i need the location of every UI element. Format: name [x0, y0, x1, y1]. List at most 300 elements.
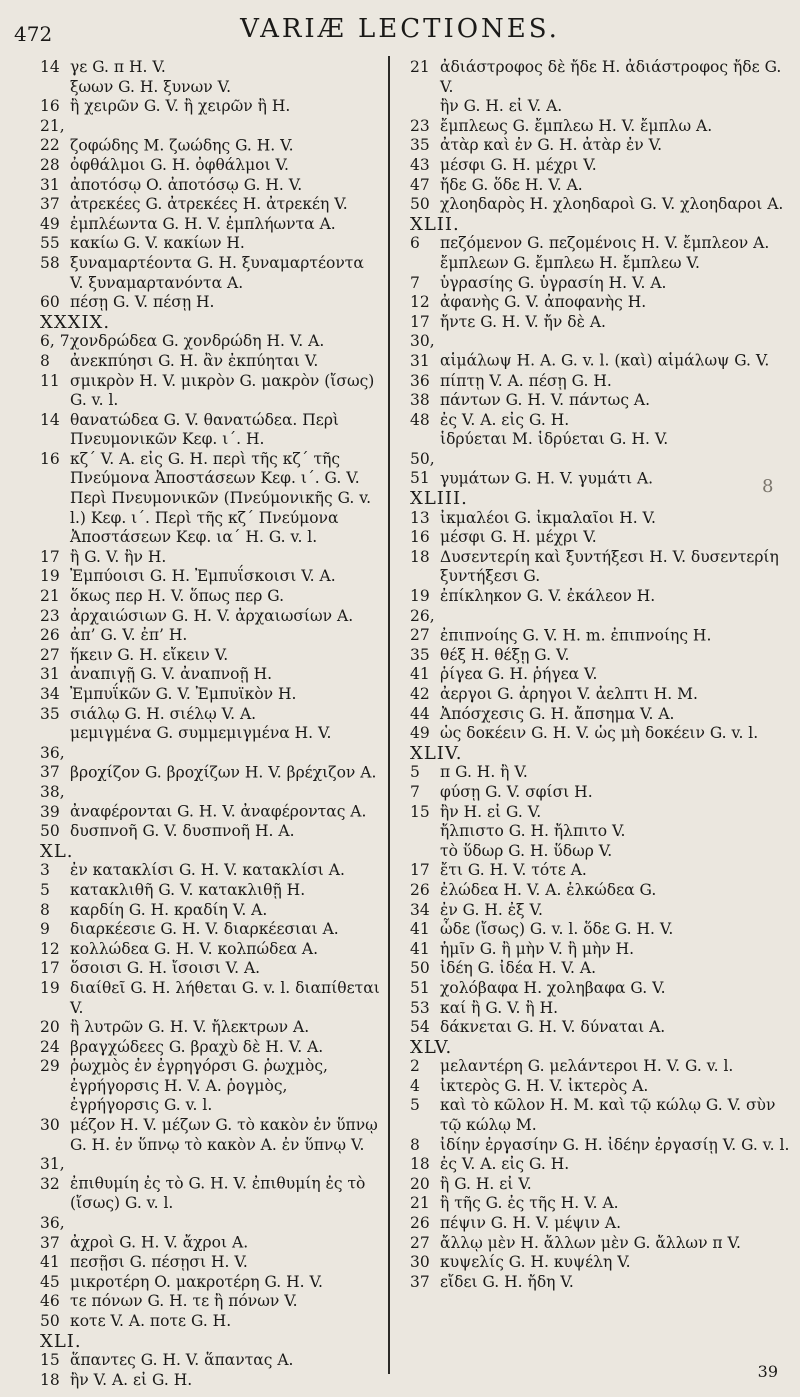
- line-number: 50: [410, 959, 430, 978]
- variant-entry: [410, 1253, 790, 1273]
- variant-text: ὅσοισι G. H. ἴσοισι V. A.: [70, 959, 261, 978]
- variant-text: ἐς V. A. εἰς G. H.: [440, 410, 570, 429]
- variant-text: Ἀπόσχεσις G. H. ἄπσημα V. A.: [440, 704, 675, 723]
- section-label: XLIII.: [410, 488, 468, 510]
- variant-entry: [40, 665, 380, 685]
- section-label: XL.: [40, 840, 74, 862]
- variant-text: πεσῇσι G. πέσῃσι H. V.: [70, 1253, 248, 1272]
- variant-text: κολλώδεα G. H. V. κολπώδεα A.: [70, 939, 318, 958]
- variant-entry: [40, 195, 380, 215]
- variant-entry: [40, 58, 380, 78]
- line-number: 49: [40, 214, 60, 233]
- variant-text: ὅκως περ H. V. ὅπως περ G.: [70, 587, 285, 606]
- variant-text: ἀτὰρ καὶ ἐν G. H. ἀτὰρ ἐν V.: [440, 136, 663, 155]
- variant-text: ἢ G. H. εἰ V.: [440, 1174, 532, 1193]
- line-number: 5: [410, 763, 420, 782]
- variant-entry: [40, 234, 380, 254]
- variant-text: ἀρχαιώσιων G. H. V. ἀρχαιωσίων A.: [70, 606, 354, 625]
- line-number: 23: [40, 606, 60, 625]
- section-heading: [40, 1332, 380, 1352]
- variant-text: ἥκειν G. H. εἴκειν V.: [70, 645, 229, 664]
- variant-entry: [410, 391, 790, 411]
- variant-text: ἄλλῳ μὲν H. ἄλλων μὲν G. ἄλλων π V.: [440, 1233, 741, 1252]
- variant-entry: [40, 78, 380, 98]
- line-number: 36, 37: [40, 1214, 65, 1252]
- variant-entry: [40, 940, 380, 960]
- variant-text: πέψιν G. H. V. μέψιν A.: [440, 1214, 621, 1233]
- variant-entry: [40, 626, 380, 646]
- variant-text: ἅπαντες G. H. V. ἅπαντας A.: [70, 1351, 294, 1370]
- variant-entry: [40, 979, 380, 1018]
- variant-text: τε πόνων G. H. τε ἢ πόνων V.: [70, 1292, 298, 1311]
- variant-text: καρδίη G. H. κραδίη V. A.: [70, 900, 268, 919]
- variant-text: θέξ H. θέξῃ G. V.: [440, 645, 570, 664]
- variant-text: εἴδει G. H. ἤδη V.: [440, 1272, 574, 1291]
- variant-text: ἰδίην ἐργασίην G. H. ἰδέην ἐργασίῃ V. G. v. l.: [440, 1135, 790, 1154]
- variant-entry: [410, 450, 790, 489]
- variant-text: κατακλιθῆ G. V. κατακλιθῇ H.: [70, 880, 306, 899]
- variant-entry: [410, 1155, 790, 1175]
- variant-entry: [410, 1136, 790, 1156]
- line-number: 58: [40, 253, 60, 272]
- section-heading: [410, 489, 790, 509]
- variant-entry: [40, 783, 380, 822]
- variant-entry: [410, 332, 790, 371]
- variant-entry: [40, 587, 380, 607]
- variant-text: κακίω G. V. κακίων H.: [70, 234, 245, 253]
- variant-text: ἔμπλεως G. ἔμπλεω H. V. ἔμπλω A.: [440, 116, 713, 135]
- line-number: 31: [40, 175, 60, 194]
- line-number: 50: [410, 195, 430, 214]
- line-number: 36: [410, 371, 430, 390]
- variant-text: μέσφι G. H. μέχρι V.: [440, 528, 597, 547]
- variant-entry: [40, 1057, 380, 1116]
- line-number: 12: [40, 939, 60, 958]
- variant-entry: [410, 1214, 790, 1234]
- line-number: 18: [410, 1155, 430, 1174]
- variant-entry: [410, 117, 790, 137]
- line-number: 15: [410, 802, 430, 821]
- variant-entry: [410, 1175, 790, 1195]
- variant-text: ἀφανὴς G. V. ἀποφανὴς H.: [440, 293, 647, 312]
- variant-entry: [410, 548, 790, 587]
- variant-text: χολόβαφα H. χοληβαφα G. V.: [440, 978, 666, 997]
- line-number: 53: [410, 998, 430, 1017]
- variant-text: μέσφι G. H. μέχρι V.: [440, 155, 597, 174]
- variant-entry: [40, 1371, 380, 1391]
- line-number: 60: [40, 293, 60, 312]
- section-heading: [40, 842, 380, 862]
- variant-text: ἀπ’ G. V. ἐπ’ H.: [70, 626, 188, 645]
- line-number: 44: [410, 704, 430, 723]
- variant-text: ὧδε (ἴσως) G. v. l. ὅδε G. H. V.: [440, 920, 674, 939]
- line-number: 28: [40, 155, 60, 174]
- variant-entry: [410, 587, 790, 607]
- variant-entry: [40, 744, 380, 783]
- variant-entry: [410, 176, 790, 196]
- line-number: 8: [40, 351, 50, 370]
- variant-text: ἐλώδεα H. V. A. ἑλκώδεα G.: [440, 880, 657, 899]
- variant-entry: [40, 293, 380, 313]
- line-number: 30: [40, 1116, 60, 1135]
- variant-entry: [410, 920, 790, 940]
- line-number: 41: [410, 920, 430, 939]
- variant-text: τὸ ὕδωρ G. H. ὕδωρ V.: [440, 841, 613, 860]
- line-number: 7: [410, 273, 420, 292]
- variant-text: μελαντέρη G. μελάντεροι H. V. G. v. l.: [440, 1057, 734, 1076]
- variant-entry: [410, 372, 790, 392]
- line-number: 17: [410, 312, 430, 331]
- variant-entry: [40, 861, 380, 881]
- line-number: 38, 39: [40, 782, 65, 821]
- variant-text: αἱμάλωψ H. A. G. v. l. (καὶ) αἱμάλωψ G. V.: [440, 351, 770, 370]
- variant-text: ἐς V. A. εἰς G. H.: [440, 1155, 570, 1174]
- variant-text: ἀεργοι G. ἀρηγοι V. ἀελπτι H. M.: [440, 685, 698, 703]
- variant-text: σμικρὸν H. V. μικρὸν G. μακρὸν (ἴσως) G. v. l.: [70, 371, 375, 410]
- variant-text: μεμιγμένα G. συμμεμιγμένα H. V.: [70, 724, 332, 743]
- variant-text: μικροτέρη O. μακροτέρη G. H. V.: [70, 1272, 323, 1291]
- line-number: 5: [40, 880, 50, 899]
- line-number: 13: [410, 508, 430, 527]
- line-number: 23: [410, 116, 430, 135]
- line-number: 37: [410, 1272, 430, 1291]
- section-label: XLV.: [410, 1036, 453, 1058]
- variant-text: ἢν V. A. εἰ G. H.: [70, 1370, 193, 1389]
- line-number: 31: [40, 665, 60, 684]
- variant-entry: [40, 822, 380, 842]
- variant-entry: [410, 783, 790, 803]
- variant-text: βραγχώδεες G. βραχὺ δὲ H. V. A.: [70, 1037, 324, 1056]
- variant-text: ἤδε G. ὅδε H. V. A.: [440, 175, 583, 194]
- left-column: [40, 58, 380, 1390]
- line-number: 34: [410, 900, 430, 919]
- line-number: 2: [410, 1057, 420, 1076]
- variant-text: ἡμῖν G. ἢ μὴν V. ἢ μὴν H.: [440, 939, 635, 958]
- variant-entry: [40, 254, 380, 293]
- variant-text: ἀποτόσῳ O. ἀποτόσῳ G. H. V.: [70, 175, 303, 194]
- variant-text: σιάλῳ G. H. σιέλῳ V. A.: [70, 704, 257, 723]
- variant-text: καί ἢ G. V. ἢ H.: [440, 998, 559, 1017]
- variant-text: ἐπιθυμίη ἐς τὸ G. H. V. ἐπιθυμίη ἐς τὸ (ἴσως) G. v. l.: [70, 1174, 366, 1213]
- running-head: VARIÆ LECTIONES.: [240, 14, 560, 44]
- page-number: 472: [14, 22, 53, 46]
- line-number: 27: [410, 1233, 430, 1252]
- variant-entry: [40, 901, 380, 921]
- variant-text: φύσῃ G. V. σφίσι H.: [440, 782, 593, 801]
- variant-text: πεζόμενον G. πεζομένοις H. V. ἔμπλεον A. ἔμπλεων G. ἔμπλεω H. ἔμπλεω V.: [440, 234, 770, 272]
- line-number: 17: [40, 959, 60, 978]
- line-number: 18: [410, 547, 430, 566]
- variant-entry: [410, 646, 790, 666]
- variant-entry: [410, 979, 790, 999]
- variant-entry: [410, 724, 790, 744]
- variant-entry: [40, 97, 380, 117]
- variant-entry: [410, 1077, 790, 1097]
- line-number: 54: [410, 1018, 430, 1037]
- variant-text: ἐμπλέωντα G. H. V. ἐμπλήωντα A.: [70, 214, 336, 233]
- variant-text: διαρκέεσιε G. H. V. διαρκέεσιαι A.: [70, 920, 339, 939]
- line-number: 49: [410, 724, 430, 743]
- variant-entry: [40, 685, 380, 705]
- variant-text: ἀνεκπύησι G. H. ἂν ἐκπύηται V.: [70, 351, 319, 370]
- variant-text: ἀναπιγῇ G. V. ἀναπνοῇ H.: [70, 665, 273, 684]
- line-number: 14: [40, 410, 60, 429]
- line-number: 30, 31: [410, 332, 435, 370]
- variant-entry: [40, 215, 380, 235]
- variant-text: κυψελίς G. H. κυψέλη V.: [440, 1253, 631, 1272]
- line-number: 27: [40, 645, 60, 664]
- variant-entry: [40, 352, 380, 372]
- line-number: 41: [410, 939, 430, 958]
- line-number: 35: [410, 645, 430, 664]
- margin-mark: 8: [762, 476, 774, 497]
- variant-text: καὶ τὸ κῶλον H. M. καὶ τῷ κώλῳ G. V. σὺν τῷ κώλῳ M.: [440, 1096, 776, 1135]
- variant-entry: [40, 1312, 380, 1332]
- variant-entry: [410, 411, 790, 431]
- line-number: 17: [40, 547, 60, 566]
- section-heading: [410, 1038, 790, 1058]
- line-number: 21: [410, 58, 430, 76]
- line-number: 36, 37: [40, 743, 65, 782]
- variant-text: ὑγρασίης G. ὑγρασίη H. V. A.: [440, 273, 667, 292]
- line-number: 19: [40, 978, 60, 997]
- variant-text: ἤντε G. H. V. ἤν δὲ A.: [440, 312, 606, 331]
- variant-entry: [410, 822, 790, 842]
- variant-text: κοτε V. A. ποτε G. H.: [70, 1312, 232, 1330]
- variant-entry: [40, 1351, 380, 1371]
- variant-text: ἰδέη G. ἰδέα H. V. A.: [440, 959, 596, 978]
- line-number: 21: [40, 587, 60, 606]
- variant-entry: [410, 313, 790, 333]
- variant-text: ἤλπιστο G. H. ἤλπιτο V.: [440, 822, 626, 841]
- line-number: 5: [410, 1096, 420, 1115]
- variant-entry: [410, 842, 790, 862]
- section-label: XLIV.: [410, 742, 463, 764]
- variant-entry: [40, 724, 380, 744]
- line-number: 35: [40, 704, 60, 723]
- section-heading: [40, 313, 380, 333]
- variant-entry: [410, 528, 790, 548]
- variant-entry: [410, 293, 790, 313]
- line-number: 26: [40, 626, 60, 645]
- line-number: 26: [410, 880, 430, 899]
- variant-text: δυσπνοῆ G. V. δυσπνοῆ H. A.: [70, 822, 295, 841]
- variant-entry: [40, 1273, 380, 1293]
- variant-entry: [40, 1038, 380, 1058]
- line-number: 19: [410, 587, 430, 606]
- variant-text: πάντων G. H. V. πάντως A.: [440, 391, 651, 410]
- variant-entry: [40, 372, 380, 411]
- variant-text: ἐν G. H. ἐξ V.: [440, 900, 543, 919]
- variant-text: ἀδιάστροφος δὲ ἤδε H. ἀδιάστροφος ἤδε G. V.: [440, 58, 782, 96]
- line-number: 26, 27: [410, 606, 435, 645]
- variant-text: ἐπίκληκον G. V. ἐκάλεον H.: [440, 587, 656, 606]
- line-number: 18: [40, 1370, 60, 1389]
- variant-text: ὡς δοκέειν G. H. V. ὡς μὴ δοκέειν G. v. l.: [440, 724, 759, 743]
- line-number: 41: [410, 665, 430, 684]
- variant-entry: [40, 705, 380, 725]
- line-number: 7: [410, 782, 420, 801]
- line-number: 51: [410, 978, 430, 997]
- section-label: XLII.: [410, 213, 460, 235]
- variant-entry: [410, 861, 790, 881]
- line-number: 50: [40, 1312, 60, 1330]
- variant-entry: [40, 1018, 380, 1038]
- variant-text: ἢ G. V. ἢν H.: [70, 547, 167, 566]
- variant-text: ἢν H. εἰ G. V.: [440, 802, 542, 821]
- variant-text: δάκνεται G. H. V. δύναται A.: [440, 1018, 666, 1037]
- line-number: 20: [40, 1018, 60, 1037]
- variant-entry: [40, 881, 380, 901]
- line-number: 41: [40, 1253, 60, 1272]
- line-number: 29: [40, 1057, 60, 1076]
- variant-entry: [40, 156, 380, 176]
- variant-entry: [410, 1018, 790, 1038]
- variant-text: διαίθεῖ G. H. λήθεται G. v. l. διαπίθεται V.: [70, 978, 380, 1017]
- variant-entry: [40, 548, 380, 568]
- line-number: 16: [40, 449, 60, 468]
- variant-text: ἐν κατακλίσι G. H. V. κατακλίσι A.: [70, 861, 345, 880]
- variant-entry: [40, 920, 380, 940]
- section-label: XXXIX.: [40, 311, 111, 333]
- variant-entry: [40, 411, 380, 450]
- variant-text: χονδρώδεα G. χονδρώδη H. V. A.: [70, 332, 325, 351]
- variant-entry: [410, 665, 790, 685]
- variant-text: ζοφώδης M. ζωώδης G. H. V.: [70, 136, 294, 155]
- line-number: 26: [410, 1214, 430, 1233]
- line-number: 45: [40, 1272, 60, 1291]
- variant-entry: [410, 509, 790, 529]
- line-number: 16: [40, 97, 60, 116]
- variant-text: ξυναμαρτέοντα G. H. ξυναμαρτέοντα V. ξυναμαρτανόντα A.: [70, 253, 364, 292]
- line-number: 55: [40, 234, 60, 253]
- variant-entry: [40, 117, 380, 156]
- line-number: 46: [40, 1292, 60, 1311]
- line-number: 38: [410, 391, 430, 410]
- variant-entry: [410, 1057, 790, 1077]
- variant-entry: [410, 705, 790, 725]
- variant-text: ἢν G. H. εἰ V. A.: [440, 97, 563, 116]
- variant-text: ἐπιπνοίης G. V. H. m. ἐπιπνοίης H.: [440, 626, 712, 645]
- variant-text: ξωων G. H. ξυνων V.: [70, 77, 232, 96]
- variant-entry: [410, 58, 790, 97]
- line-number: 8: [40, 900, 50, 919]
- variant-entry: [410, 881, 790, 901]
- variant-entry: [40, 176, 380, 196]
- variant-entry: [410, 430, 790, 450]
- line-number: 3: [40, 861, 50, 880]
- variant-entry: [40, 646, 380, 666]
- variant-entry: [40, 1155, 380, 1214]
- variant-entry: [40, 567, 380, 587]
- variant-entry: [40, 450, 380, 548]
- line-number: 8: [410, 1135, 420, 1154]
- variant-text: πίπτῃ V. A. πέσῃ G. H.: [440, 371, 612, 390]
- variant-entry: [40, 1214, 380, 1253]
- variant-entry: [40, 1253, 380, 1273]
- line-number: 21: [410, 1194, 430, 1213]
- section-label: XLI.: [40, 1330, 82, 1352]
- line-number: 37: [40, 195, 60, 214]
- variant-entry: [40, 1292, 380, 1312]
- variant-text: ἀτρεκέες G. ἀτρεκέες H. ἀτρεκέη V.: [70, 195, 348, 214]
- line-number: 11: [40, 371, 60, 390]
- line-number: 35: [410, 136, 430, 155]
- variant-text: ἀχροὶ G. H. V. ἄχροι A.: [70, 1233, 249, 1252]
- line-number: 43: [410, 155, 430, 174]
- variant-entry: [410, 156, 790, 176]
- variant-text: χλοηδαρὸς H. χλοηδαροὶ G. V. χλοηδαροι A.: [440, 195, 784, 214]
- variant-text: ῥωχμὸς ἐν ἐγρηγόρσι G. ῥωχμὸς, ἐγρήγορσις H. V. A. ῥογμὸς, ἐγρήγορσις G. v. l.: [70, 1057, 328, 1115]
- variant-text: ἢ χειρῶν G. V. ἢ χειρῶν ἢ H.: [70, 97, 291, 116]
- variant-entry: [410, 763, 790, 783]
- variant-entry: [410, 1096, 790, 1135]
- variant-entry: [410, 1194, 790, 1214]
- variant-entry: [410, 1273, 790, 1293]
- variant-entry: [410, 234, 790, 273]
- variant-entry: [410, 940, 790, 960]
- line-number: 15: [40, 1351, 60, 1370]
- right-column: [410, 58, 790, 1292]
- variant-text: ἔτι G. H. V. τότε A.: [440, 861, 587, 880]
- variant-text: βροχίζον G. βροχίζων H. V. βρέχιζον A.: [70, 763, 377, 782]
- line-number: 14: [40, 58, 60, 76]
- variant-text: γε G. π H. V.: [70, 58, 166, 76]
- signature-mark: 39: [757, 1362, 778, 1381]
- section-heading: [410, 215, 790, 235]
- variant-text: πέσῃ G. V. πέσῃ H.: [70, 293, 215, 312]
- column-divider: [388, 56, 390, 1374]
- variant-text: ἰκτερὸς G. H. V. ἰκτερὸς A.: [440, 1076, 649, 1095]
- variant-text: Ἐμπύοισι G. H. Ἐμπυΐσκοισι V. A.: [70, 567, 336, 586]
- variant-entry: [40, 1116, 380, 1155]
- line-number: 30: [410, 1253, 430, 1272]
- variant-entry: [410, 195, 790, 215]
- line-number: 12: [410, 293, 430, 312]
- line-number: 47: [410, 175, 430, 194]
- line-number: 19: [40, 567, 60, 586]
- variant-text: Ἐμπυΐκῶν G. V. Ἐμπυϊκὸν H.: [70, 685, 297, 703]
- variant-text: ῥίγεα G. H. ῥήγεα V.: [440, 665, 598, 684]
- variant-text: ἢ λυτρῶν G. H. V. ἤλεκτρων A.: [70, 1018, 310, 1037]
- variant-entry: [410, 685, 790, 705]
- variant-entry: [410, 959, 790, 979]
- variant-entry: [40, 607, 380, 627]
- line-number: 21, 22: [40, 116, 65, 155]
- variant-text: γυμάτων G. H. V. γυμάτι A.: [440, 469, 654, 488]
- variant-text: κζ΄ V. A. εἰς G. H. περὶ τῆς κζ΄ τῆς Πνεύμονα Ἀποστάσεων Κεφ. ι΄. G. V. Περὶ Πνευμονικῶν (Πνεύμονικῆς G. v. l.) Κεφ. ι΄. Περὶ τῆς κζ΄ Πνεύμονα Ἀποστάσεων Κεφ. ια΄ H. G. v. l.: [70, 449, 372, 547]
- variant-text: ἰκμαλέοι G. ἰκμαλαῖοι H. V.: [440, 508, 656, 527]
- variant-entry: [410, 274, 790, 294]
- line-number: 17: [410, 861, 430, 880]
- line-number: 48: [410, 410, 430, 429]
- section-heading: [410, 744, 790, 764]
- variant-entry: [410, 136, 790, 156]
- line-number: 24: [40, 1037, 60, 1056]
- line-number: 31, 32: [40, 1155, 65, 1193]
- variant-entry: [410, 901, 790, 921]
- line-number: 6, 7: [40, 332, 70, 351]
- variant-text: ἱδρύεται M. ἱδρύεται G. H. V.: [440, 430, 669, 449]
- variant-text: μέζον H. V. μέζων G. τὸ κακὸν ἐν ὕπνῳ G. H. ἐν ὕπνῳ τὸ κακὸν A. ἐν ὕπνῳ V.: [70, 1116, 378, 1154]
- line-number: 6: [410, 234, 420, 253]
- variant-text: Δυσεντερίη καὶ ξυντήξεσι H. V. δυσεντερίη ξυντήξεσι G.: [440, 547, 779, 586]
- line-number: 9: [40, 920, 50, 939]
- line-number: 34: [40, 685, 60, 703]
- variant-entry: [410, 999, 790, 1019]
- variant-entry: [410, 97, 790, 117]
- variant-entry: [40, 959, 380, 979]
